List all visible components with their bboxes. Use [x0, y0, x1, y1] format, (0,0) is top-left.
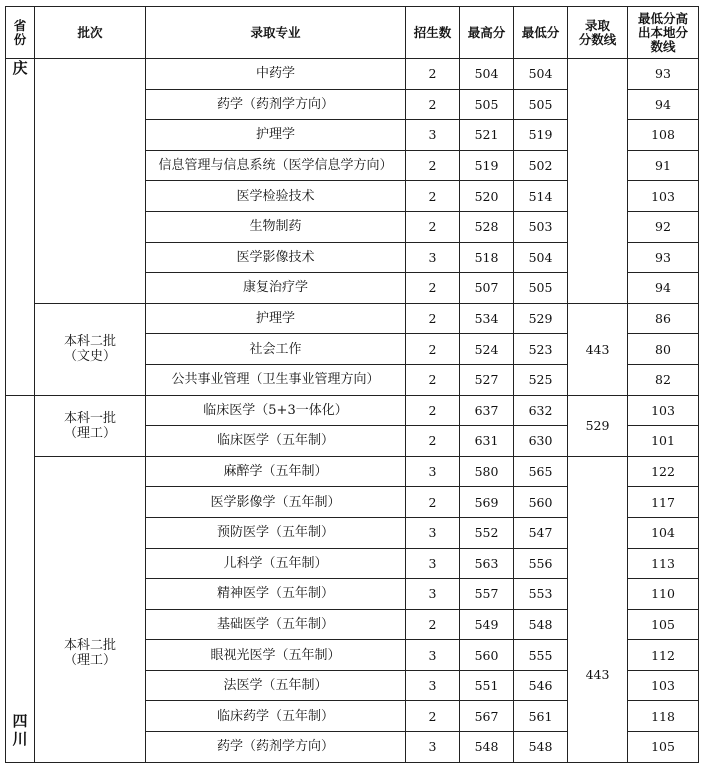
max-score-cell: 519	[460, 150, 514, 181]
major-cell: 眼视光医学（五年制）	[146, 640, 406, 671]
cutoff-cell: 529	[568, 395, 628, 456]
max-score-cell: 505	[460, 89, 514, 120]
over-local-cell: 112	[628, 640, 699, 671]
table-row	[6, 395, 699, 426]
max-score-cell: 567	[460, 701, 514, 732]
over-local-cell: 93	[628, 59, 699, 90]
admission-score-table	[5, 6, 699, 763]
min-score-cell: 556	[514, 548, 568, 579]
header-batch: 批次	[35, 7, 146, 59]
enroll-cell: 2	[406, 211, 460, 242]
over-local-cell: 92	[628, 211, 699, 242]
min-score-cell: 560	[514, 487, 568, 518]
min-score-cell: 548	[514, 732, 568, 763]
enroll-cell: 3	[406, 670, 460, 701]
over-local-cell: 101	[628, 426, 699, 457]
enroll-cell: 2	[406, 59, 460, 90]
enroll-cell: 2	[406, 426, 460, 457]
major-cell: 信息管理与信息系统（医学信息学方向）	[146, 150, 406, 181]
max-score-cell: 580	[460, 456, 514, 487]
max-score-cell: 569	[460, 487, 514, 518]
major-cell: 儿科学（五年制）	[146, 548, 406, 579]
enroll-cell: 2	[406, 487, 460, 518]
table-row	[6, 456, 699, 487]
major-cell: 医学影像学（五年制）	[146, 487, 406, 518]
province-cell-sichuan: 四 川	[6, 395, 35, 762]
enroll-cell: 2	[406, 181, 460, 212]
cutoff-cell-empty	[568, 59, 628, 304]
major-cell: 临床药学（五年制）	[146, 701, 406, 732]
over-local-cell: 117	[628, 487, 699, 518]
major-cell: 医学影像技术	[146, 242, 406, 273]
header-enroll: 招生数	[406, 7, 460, 59]
over-local-cell: 80	[628, 334, 699, 365]
header-over-local: 最低分高 出本地分 数线	[628, 7, 699, 59]
major-cell: 预防医学（五年制）	[146, 517, 406, 548]
over-local-cell: 118	[628, 701, 699, 732]
major-cell: 生物制药	[146, 211, 406, 242]
major-cell: 药学（药剂学方向）	[146, 89, 406, 120]
table-row	[6, 59, 699, 90]
min-score-cell: 504	[514, 59, 568, 90]
major-cell: 护理学	[146, 120, 406, 151]
batch-cell: 本科二批 （文史）	[35, 303, 146, 395]
max-score-cell: 507	[460, 273, 514, 304]
over-local-cell: 108	[628, 120, 699, 151]
cutoff-cell: 443	[568, 456, 628, 762]
max-score-cell: 563	[460, 548, 514, 579]
max-score-cell: 637	[460, 395, 514, 426]
max-score-cell: 521	[460, 120, 514, 151]
over-local-cell: 122	[628, 456, 699, 487]
min-score-cell: 547	[514, 517, 568, 548]
enroll-cell: 3	[406, 548, 460, 579]
enroll-cell: 3	[406, 120, 460, 151]
min-score-cell: 504	[514, 242, 568, 273]
min-score-cell: 632	[514, 395, 568, 426]
enroll-cell: 3	[406, 579, 460, 610]
major-cell: 精神医学（五年制）	[146, 579, 406, 610]
enroll-cell: 2	[406, 395, 460, 426]
max-score-cell: 520	[460, 181, 514, 212]
over-local-cell: 103	[628, 395, 699, 426]
max-score-cell: 557	[460, 579, 514, 610]
enroll-cell: 2	[406, 334, 460, 365]
min-score-cell: 503	[514, 211, 568, 242]
min-score-cell: 546	[514, 670, 568, 701]
max-score-cell: 631	[460, 426, 514, 457]
over-local-cell: 91	[628, 150, 699, 181]
max-score-cell: 548	[460, 732, 514, 763]
min-score-cell: 505	[514, 89, 568, 120]
over-local-cell: 103	[628, 670, 699, 701]
min-score-cell: 548	[514, 609, 568, 640]
major-cell: 中药学	[146, 59, 406, 90]
min-score-cell: 529	[514, 303, 568, 334]
enroll-cell: 2	[406, 150, 460, 181]
major-cell: 护理学	[146, 303, 406, 334]
major-cell: 药学（药剂学方向）	[146, 732, 406, 763]
over-local-cell: 110	[628, 579, 699, 610]
major-cell: 麻醉学（五年制）	[146, 456, 406, 487]
header-major: 录取专业	[146, 7, 406, 59]
max-score-cell: 524	[460, 334, 514, 365]
header-cutoff: 录取 分数线	[568, 7, 628, 59]
batch-cell-empty	[35, 59, 146, 304]
over-local-cell: 105	[628, 732, 699, 763]
enroll-cell: 2	[406, 609, 460, 640]
over-local-cell: 113	[628, 548, 699, 579]
enroll-cell: 2	[406, 273, 460, 304]
max-score-cell: 527	[460, 364, 514, 395]
max-score-cell: 504	[460, 59, 514, 90]
over-local-cell: 82	[628, 364, 699, 395]
over-local-cell: 103	[628, 181, 699, 212]
over-local-cell: 94	[628, 273, 699, 304]
over-local-cell: 86	[628, 303, 699, 334]
enroll-cell: 2	[406, 89, 460, 120]
max-score-cell: 549	[460, 609, 514, 640]
over-local-cell: 104	[628, 517, 699, 548]
batch-cell: 本科二批 （理工）	[35, 456, 146, 762]
header-min: 最低分	[514, 7, 568, 59]
max-score-cell: 551	[460, 670, 514, 701]
major-cell: 临床医学（5+3一体化）	[146, 395, 406, 426]
min-score-cell: 505	[514, 273, 568, 304]
enroll-cell: 2	[406, 364, 460, 395]
enroll-cell: 3	[406, 242, 460, 273]
max-score-cell: 518	[460, 242, 514, 273]
header-province: 省 份	[6, 7, 35, 59]
max-score-cell: 552	[460, 517, 514, 548]
enroll-cell: 3	[406, 732, 460, 763]
over-local-cell: 105	[628, 609, 699, 640]
major-cell: 基础医学（五年制）	[146, 609, 406, 640]
min-score-cell: 502	[514, 150, 568, 181]
major-cell: 医学检验技术	[146, 181, 406, 212]
table-header-row	[6, 7, 699, 59]
province-cell-chongqing: 庆	[6, 59, 35, 396]
major-cell: 临床医学（五年制）	[146, 426, 406, 457]
max-score-cell: 528	[460, 211, 514, 242]
major-cell: 康复治疗学	[146, 273, 406, 304]
min-score-cell: 555	[514, 640, 568, 671]
min-score-cell: 553	[514, 579, 568, 610]
major-cell: 法医学（五年制）	[146, 670, 406, 701]
min-score-cell: 565	[514, 456, 568, 487]
min-score-cell: 514	[514, 181, 568, 212]
enroll-cell: 3	[406, 456, 460, 487]
over-local-cell: 94	[628, 89, 699, 120]
batch-cell: 本科一批 （理工）	[35, 395, 146, 456]
min-score-cell: 561	[514, 701, 568, 732]
max-score-cell: 534	[460, 303, 514, 334]
cutoff-cell: 443	[568, 303, 628, 395]
enroll-cell: 2	[406, 701, 460, 732]
min-score-cell: 519	[514, 120, 568, 151]
major-cell: 公共事业管理（卫生事业管理方向）	[146, 364, 406, 395]
table-row	[6, 303, 699, 334]
min-score-cell: 630	[514, 426, 568, 457]
min-score-cell: 523	[514, 334, 568, 365]
enroll-cell: 3	[406, 517, 460, 548]
over-local-cell: 93	[628, 242, 699, 273]
min-score-cell: 525	[514, 364, 568, 395]
header-max: 最高分	[460, 7, 514, 59]
enroll-cell: 2	[406, 303, 460, 334]
enroll-cell: 3	[406, 640, 460, 671]
major-cell: 社会工作	[146, 334, 406, 365]
max-score-cell: 560	[460, 640, 514, 671]
